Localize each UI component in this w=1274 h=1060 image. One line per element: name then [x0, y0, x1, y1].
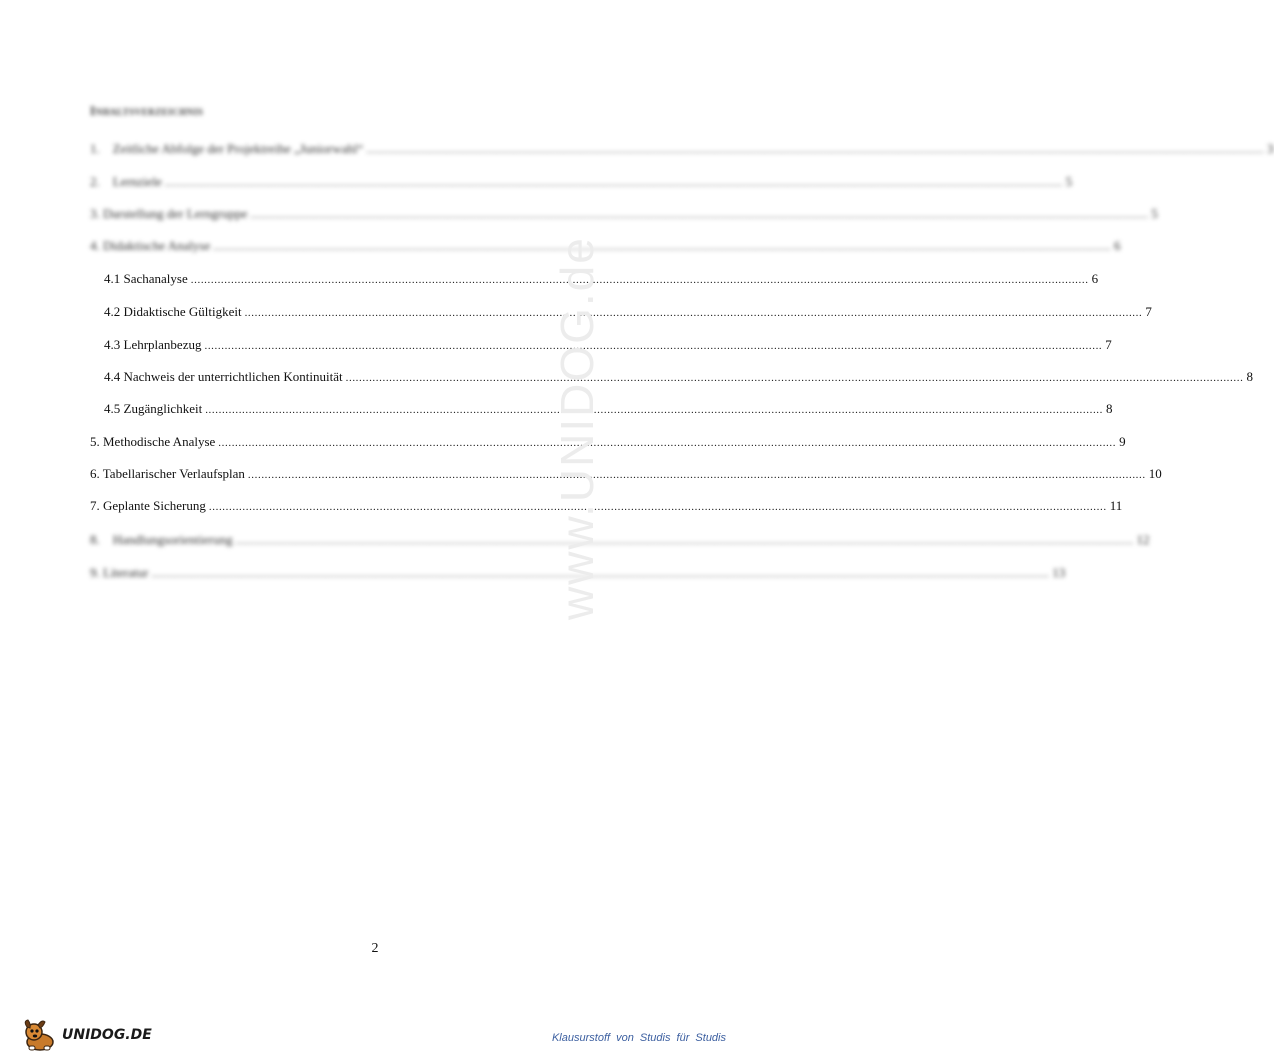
toc-leader: ............................................................................................................................................................................................................................................................................	[366, 144, 1265, 156]
toc-entry-label: 5. Methodische Analyse	[90, 434, 216, 449]
toc-leader: ............................................................................................................................................................................................................................................................................	[250, 209, 1149, 221]
toc-entry-page: 13	[1052, 565, 1066, 580]
toc-entry-page: 6	[1114, 238, 1121, 253]
toc-leader: ............................................................................................................................................................................................................................................................................	[190, 274, 1089, 286]
toc-leader: ............................................................................................................................................................................................................................................................................	[235, 535, 1134, 547]
page-number: 2	[371, 941, 379, 956]
toc-entry-label: 8. Handlungsorientierung	[90, 532, 233, 547]
toc-leader: ............................................................................................................................................................................................................................................................................	[213, 241, 1112, 253]
toc-leader: ............................................................................................................................................................................................................................................................................	[247, 469, 1146, 481]
toc-entry-page: 6	[1091, 271, 1099, 286]
toc-entry-page: 5	[1065, 174, 1073, 189]
toc-leader: ............................................................................................................................................................................................................................................................................	[204, 340, 1103, 352]
toc-entry-page: 5	[1151, 206, 1158, 221]
toc-entry-label: 3. Darstellung der Lerngruppe	[90, 206, 248, 221]
toc-entry-label: 6. Tabellarischer Verlaufsplan	[90, 466, 245, 481]
toc-entry-label: 4.4 Nachweis der unterrichtlichen Kontinuität	[104, 369, 343, 384]
toc-leader: ............................................................................................................................................................................................................................................................................	[151, 568, 1050, 580]
toc-entry-label: 4.3 Lehrplanbezug	[104, 337, 202, 352]
toc-entry[interactable]	[90, 141, 1274, 158]
toc-entry-label: 1. Zeitliche Abfolge der Projektreihe „Juniorwahl“	[90, 141, 364, 156]
toc-entry-label: 4.5 Zugänglichkeit	[104, 401, 203, 416]
toc-entry-page: 11	[1109, 498, 1123, 513]
toc-entry-page: 7	[1105, 337, 1112, 352]
toc-entry-label: 4.1 Sachanalyse	[104, 271, 188, 286]
toc-entry[interactable]	[90, 206, 1158, 223]
toc-leader: ............................................................................................................................................................................................................................................................................	[345, 372, 1244, 384]
toc-heading: Inhaltsverzeichnis	[90, 103, 204, 118]
toc-entry-page: 10	[1148, 466, 1162, 481]
watermark: www.UNIDOG.de	[551, 236, 603, 620]
toc-entry-page: 9	[1119, 434, 1126, 449]
toc-entry-label: 7. Geplante Sicherung	[90, 498, 206, 513]
dog-mascot-icon	[20, 1018, 60, 1052]
toc-leader: ............................................................................................................................................................................................................................................................................	[208, 501, 1107, 513]
unidog-logo[interactable]	[20, 1018, 152, 1052]
toc-entry-label: 9. Literatur	[90, 565, 149, 580]
toc-entry-page: 8	[1246, 369, 1253, 384]
toc-entry-label: 4.2 Didaktische Gültigkeit	[104, 304, 242, 319]
footer-slogan: Klausurstoff von Studis für Studis	[551, 1032, 726, 1044]
toc-leader: ............................................................................................................................................................................................................................................................................	[205, 404, 1104, 416]
toc-leader: ............................................................................................................................................................................................................................................................................	[218, 437, 1117, 449]
logo-text: UNIDOG.DE	[62, 1027, 152, 1043]
toc-entry-page: 12	[1136, 532, 1150, 547]
toc-entry-page: 3	[1267, 141, 1274, 156]
toc-leader: ............................................................................................................................................................................................................................................................................	[164, 177, 1063, 189]
toc-entry-page: 7	[1145, 304, 1152, 319]
toc-entry-label: 4. Didaktische Analyse	[90, 238, 211, 253]
toc-leader: ............................................................................................................................................................................................................................................................................	[244, 307, 1143, 319]
toc-entry-page: 8	[1106, 401, 1113, 416]
toc-entry-label: 2. Lernziele	[90, 174, 162, 189]
toc-entry[interactable]	[90, 174, 1073, 191]
